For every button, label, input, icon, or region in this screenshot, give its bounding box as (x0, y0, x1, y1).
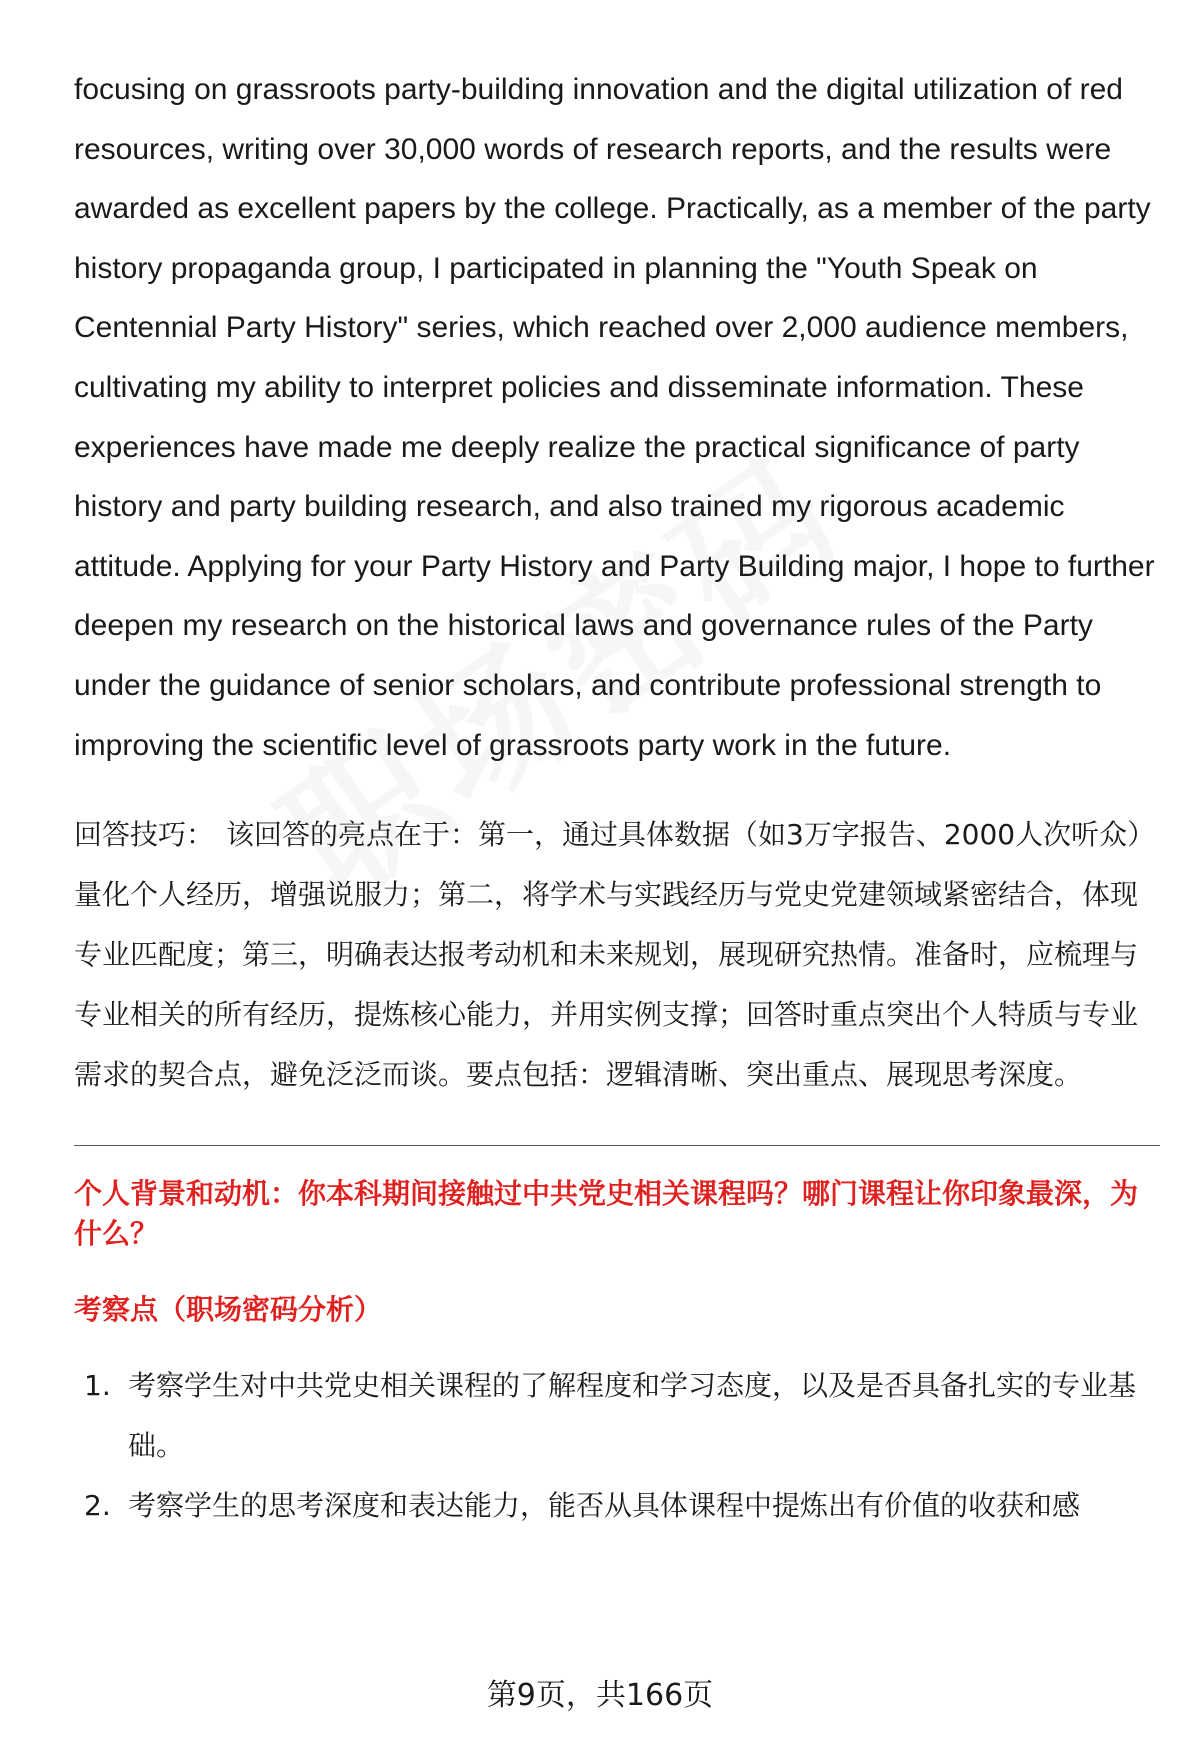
evaluation-points-list (74, 1356, 1160, 1536)
section-title: 考察点（职场密码分析） (74, 1293, 383, 1327)
question-heading: 个人背景和动机：你本科期间接触过中共党史相关课程吗？哪门课程让你印象最深，为什么？ (74, 1177, 1139, 1251)
list-item (74, 1356, 1160, 1476)
list-item-text: 考察学生的思考深度和表达能力，能否从具体课程中提炼出有价值的收获和感 (128, 1489, 1081, 1523)
list-item-number: 2. (84, 1489, 111, 1523)
list-item (74, 1476, 1160, 1536)
tips-paragraph (74, 805, 1160, 1105)
page-footer: 第9页，共166页 (486, 1678, 714, 1713)
tips-label: 回答技巧： (74, 818, 215, 852)
list-item-text: 考察学生对中共党史相关课程的了解程度和学习态度，以及是否具备扎实的专业基础。 (128, 1369, 1137, 1463)
list-item-number: 1. (84, 1369, 111, 1403)
section-divider (74, 1145, 1160, 1146)
tips-text: 该回答的亮点在于：第一，通过具体数据（如3万字报告、2000人次听众）量化个人经历，增强说服力；第二，将学术与实践经历与党史党建领域紧密结合，体现专业匹配度；第三，明确表达报考动机和未来规划，展现研究热情。准备时，应梳理与专业相关的所有经历，提炼核心能力，并用实例支撑；回答时重点突出个人特质与专业需求的契合点，避免泛泛而谈。要点包括：逻辑清晰、突出重点、展现思考深度。 (74, 818, 1156, 1092)
answer-paragraph: focusing on grassroots party-building innovation and the digital utilization of red resources, writing over 30,000 words of research reports, and the results were awarded as excellent papers by the college. Practically, as a member of the party history propaganda group, I participated in planning the "Youth Speak on Centennial Party History" series, which reached over 2,000 audience members, cultivating my ability to interpret policies and disseminate information. These experiences have made me deeply realize the practical significance of party history and party building research, and also trained my rigorous academic attitude. Applying for your Party History and Party Building major, I hope to further deepen my research on the historical laws and governance rules of the Party under the guidance of senior scholars, and contribute professional strength to improving the scientific level of grassroots party work in the future. (74, 73, 1155, 762)
page-content (74, 60, 1160, 1536)
